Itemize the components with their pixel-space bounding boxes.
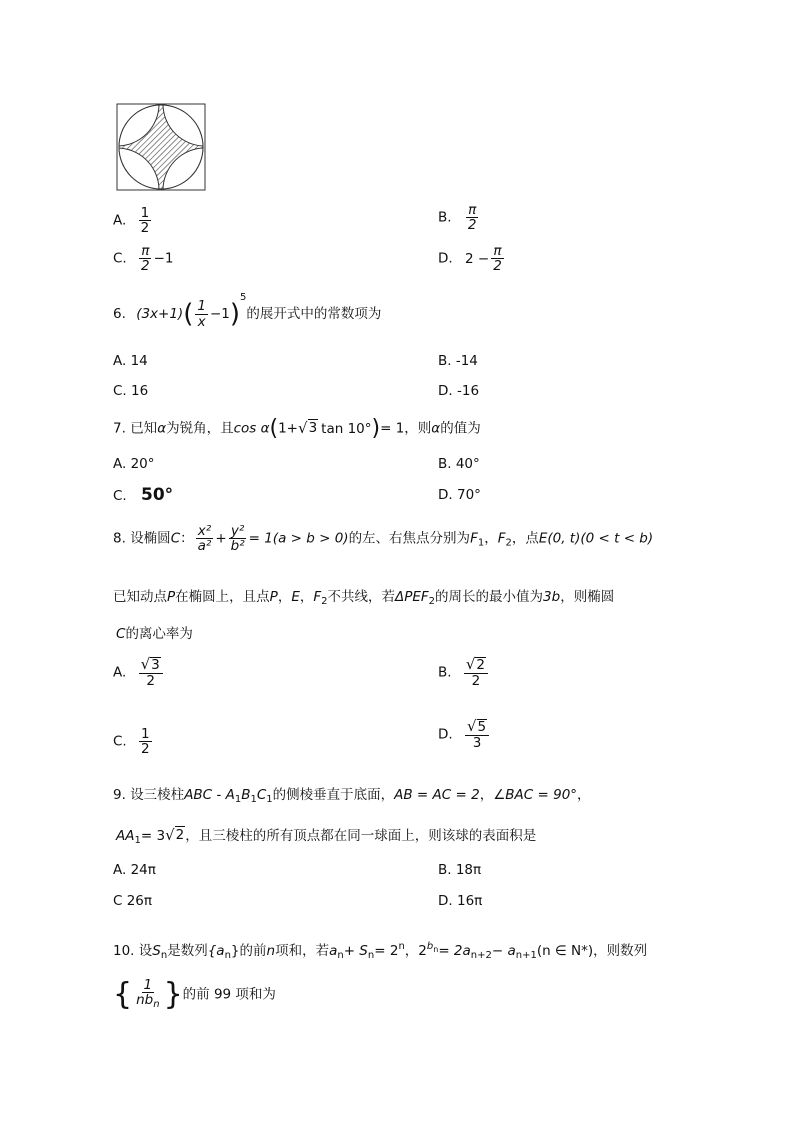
- q7-option-c: C. 50°: [113, 485, 174, 505]
- q8-option-b: B. √ 2 2: [438, 657, 490, 688]
- q6-option-b: B. -14: [438, 353, 478, 369]
- q9-option-d: D. 16π: [438, 893, 483, 909]
- question-10-line-2: { $\frac{1}{nb_n}$ }的前 99 项和为: [113, 977, 276, 1012]
- question-8: 8. 设椭圆C： $\frac{\text{x²}}{\text{a²}}$ + $\frac{\text{y²}}{\text{b²}}$ = 1(a > b > 0)的左、右焦点分别为$F_1$，$F_2$，点E(0, t)(0 < t < b): [113, 523, 654, 555]
- q9-option-c: C 26π: [113, 893, 153, 909]
- q9-option-b: B. 18π: [438, 862, 482, 878]
- question-8-line-2: 已知动点P在椭圆上，且点P，E，$F_2$不共线，若$\Delta PEF_2$的周长的最小值为3b，则椭圆: [113, 589, 615, 607]
- q8-option-c: C. $\frac{1}{2}$: [113, 726, 150, 758]
- question-6: 6. (3x+1)( $\frac{1}{x}$ −1)$^5$的展开式中的常数项为: [113, 292, 382, 330]
- question-9: 9. 设三棱柱ABC - $A_1B_1C_1$的侧棱垂直于底面，AB = AC = 2，∠BAC = 90°，: [113, 787, 591, 805]
- question-10: 10. 设$S_n$是数列$\{a_n\}$的前n项和，若$a_n+ S_n= 2^n$，$2^{b_n}= 2a_{n+2}- a_{n+1}(n$ ∈ N*)，则数列: [113, 941, 648, 961]
- q8-option-d: D. √ 5 3: [438, 719, 491, 750]
- q6-option-a: A. 14: [113, 353, 148, 369]
- question-8-line-3: C的离心率为: [116, 626, 193, 642]
- q5-option-d: D. 2 − $\frac{\pi}{2}$: [438, 243, 502, 275]
- question-7: 7. 已知α为锐角，且cos α(1+ √ 3 tan 10°)= 1，则α的值为: [113, 416, 481, 441]
- q5-option-a: A. $\frac{1}{2}$: [113, 205, 150, 237]
- q6-option-d: D. -16: [438, 383, 480, 399]
- q7-option-b: B. 40°: [438, 456, 480, 472]
- figure-svg: [116, 103, 206, 191]
- question-9-line-2: $AA_1= 3$ √ 2 ，且三棱柱的所有顶点都在同一球面上，则该球的表面积是: [116, 826, 537, 846]
- q5-option-b: B. $\frac{\pi}{2}$: [438, 202, 477, 234]
- q9-option-a: A. 24π: [113, 862, 156, 878]
- q8-option-a: A. √ 3 2: [113, 657, 165, 688]
- circle-square-figure: [116, 103, 206, 191]
- q5-option-c: C. $\frac{\pi}{2}$ −1: [113, 243, 174, 275]
- q7-option-a: A. 20°: [113, 456, 155, 472]
- q6-option-c: C. 16: [113, 383, 149, 399]
- q7-option-d: D. 70°: [438, 487, 481, 503]
